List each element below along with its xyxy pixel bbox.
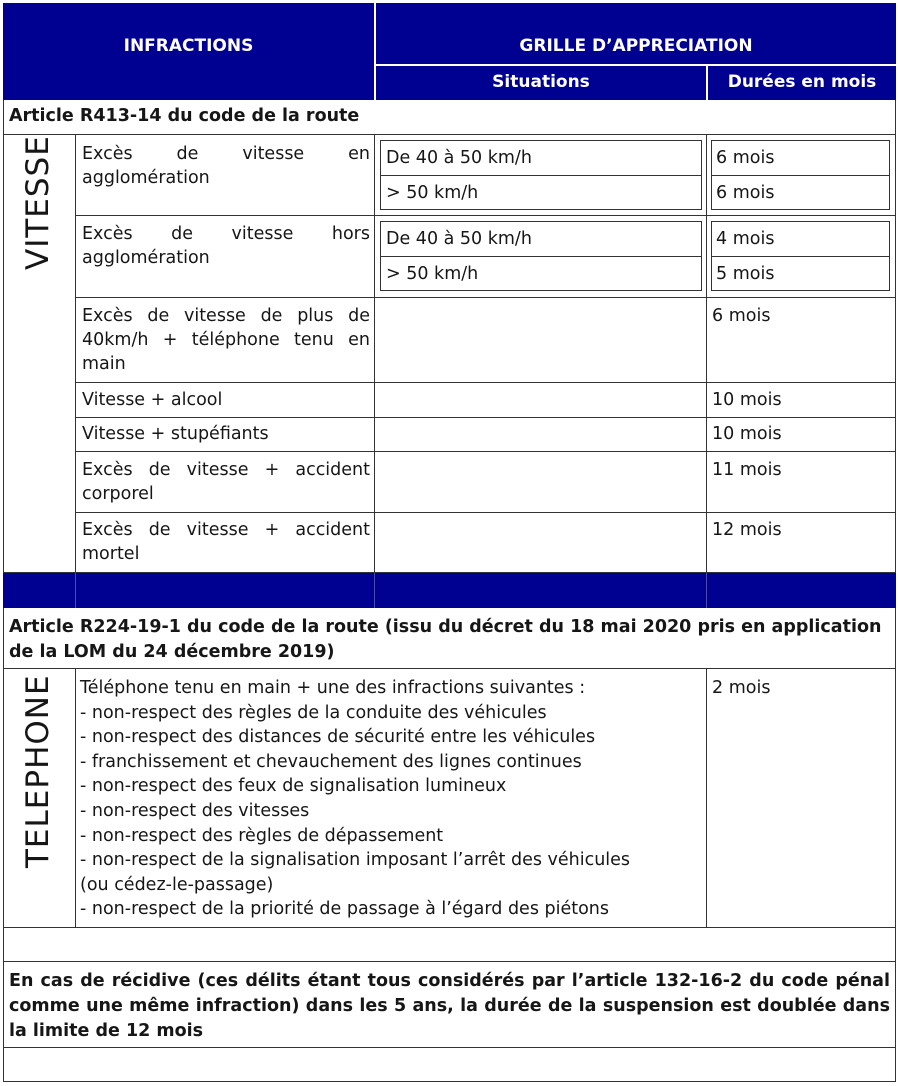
list-item: Téléphone tenu en main + une des infractions suivantes : bbox=[80, 678, 586, 698]
situation-text: De 40 à 50 km/h bbox=[386, 229, 532, 249]
category-telephone: TELEPHONE bbox=[20, 674, 56, 868]
list-item: - franchissement et chevauchement des lignes continues bbox=[80, 751, 582, 772]
recidive-note-l1: En cas de récidive (ces délits étant tous considérés par l’article 132-16-2 du code pénal bbox=[9, 971, 890, 991]
infraction-excess-hors-agglo: Excès de vitesse hors bbox=[82, 224, 370, 244]
separator-line bbox=[374, 573, 375, 608]
infraction-excess-hors-agglo-l2: agglomération bbox=[82, 248, 210, 268]
situation-text: > 50 km/h bbox=[386, 264, 479, 284]
separator-line bbox=[75, 573, 76, 608]
empty-row bbox=[3, 1048, 896, 1082]
list-item: - non-respect des vitesses bbox=[80, 800, 310, 821]
row-line bbox=[75, 512, 896, 513]
separator-bar bbox=[3, 573, 896, 608]
rule bbox=[711, 256, 890, 257]
duree-text: 12 mois bbox=[712, 520, 782, 540]
duree-text: 4 mois bbox=[716, 229, 775, 249]
infraction-accident-mortel: Excès de vitesse + accident bbox=[82, 520, 370, 540]
col-line bbox=[75, 668, 76, 928]
rule bbox=[711, 175, 890, 176]
list-item: - non-respect des règles de la conduite des véhicules bbox=[80, 702, 547, 723]
row-line bbox=[75, 451, 896, 452]
duree-text: 10 mois bbox=[712, 424, 782, 444]
telephone-infractions-list bbox=[80, 676, 630, 922]
list-item: - non-respect des feux de signalisation lumineux bbox=[80, 776, 507, 797]
rule bbox=[3, 668, 896, 669]
col-line bbox=[75, 134, 76, 573]
header-grille: GRILLE D’APPRECIATION bbox=[519, 36, 753, 56]
section1-article: Article R413-14 du code de la route bbox=[9, 106, 360, 126]
duree-text: 10 mois bbox=[712, 390, 782, 410]
duree-text: 6 mois bbox=[716, 183, 775, 203]
category-vitesse: VITESSE bbox=[20, 135, 56, 270]
row-line bbox=[75, 382, 896, 383]
situation-text: De 40 à 50 km/h bbox=[386, 148, 532, 168]
rule bbox=[3, 134, 896, 135]
section2-article-l2: de la LOM du 24 décembre 2019) bbox=[9, 642, 335, 662]
header-situations: Situations bbox=[492, 72, 590, 92]
col-line bbox=[706, 668, 707, 928]
infraction-excess-phone: Excès de vitesse de plus de bbox=[82, 306, 370, 326]
empty-row bbox=[3, 928, 896, 962]
infraction-vitesse-stupefiants: Vitesse + stupéfiants bbox=[82, 424, 269, 444]
section2-article-l1: Article R224-19-1 du code de la route (issu du décret du 18 mai 2020 pris en application bbox=[9, 617, 882, 637]
duree-text: 5 mois bbox=[716, 264, 775, 284]
infraction-accident-corporel: Excès de vitesse + accident bbox=[82, 460, 370, 480]
infraction-accident-mortel-l2: mortel bbox=[82, 544, 140, 564]
header-divider-h bbox=[376, 64, 896, 66]
list-item: (ou cédez-le-passage) bbox=[80, 874, 274, 895]
recidive-note-l3: la limite de 12 mois bbox=[9, 1021, 204, 1041]
list-item: - non-respect de la priorité de passage à l’égard des piétons bbox=[80, 899, 610, 920]
rule bbox=[380, 256, 702, 257]
list-item: - non-respect de la signalisation imposant l’arrêt des véhicules bbox=[80, 850, 631, 871]
header-durees: Durées en mois bbox=[727, 72, 877, 92]
recidive-note-l2: comme une même infraction) dans les 5 ans, la durée de la suspension est doublée dans bbox=[9, 996, 890, 1016]
infraction-excess-phone-l3: main bbox=[82, 354, 126, 374]
row-line bbox=[75, 297, 896, 298]
header-infractions: INFRACTIONS bbox=[123, 36, 254, 56]
col-line bbox=[374, 134, 375, 573]
duree-text: 6 mois bbox=[716, 148, 775, 168]
row-line bbox=[75, 417, 896, 418]
row-line bbox=[75, 215, 896, 216]
situation-text: > 50 km/h bbox=[386, 183, 479, 203]
infraction-vitesse-alcool: Vitesse + alcool bbox=[82, 390, 223, 410]
list-item: - non-respect des règles de dépassement bbox=[80, 825, 444, 846]
duree-text: 6 mois bbox=[712, 306, 771, 326]
list-item: - non-respect des distances de sécurité entre les véhicules bbox=[80, 727, 596, 748]
rule bbox=[380, 175, 702, 176]
infraction-excess-phone-l2: 40km/h + téléphone tenu en bbox=[82, 330, 370, 350]
duree-text: 11 mois bbox=[712, 460, 782, 480]
infraction-accident-corporel-l2: corporel bbox=[82, 484, 154, 504]
col-line bbox=[706, 134, 707, 573]
duree-text: 2 mois bbox=[712, 678, 771, 698]
infraction-excess-agglo-l2: agglomération bbox=[82, 168, 210, 188]
infraction-excess-agglo: Excès de vitesse en bbox=[82, 144, 370, 164]
separator-line bbox=[706, 573, 707, 608]
